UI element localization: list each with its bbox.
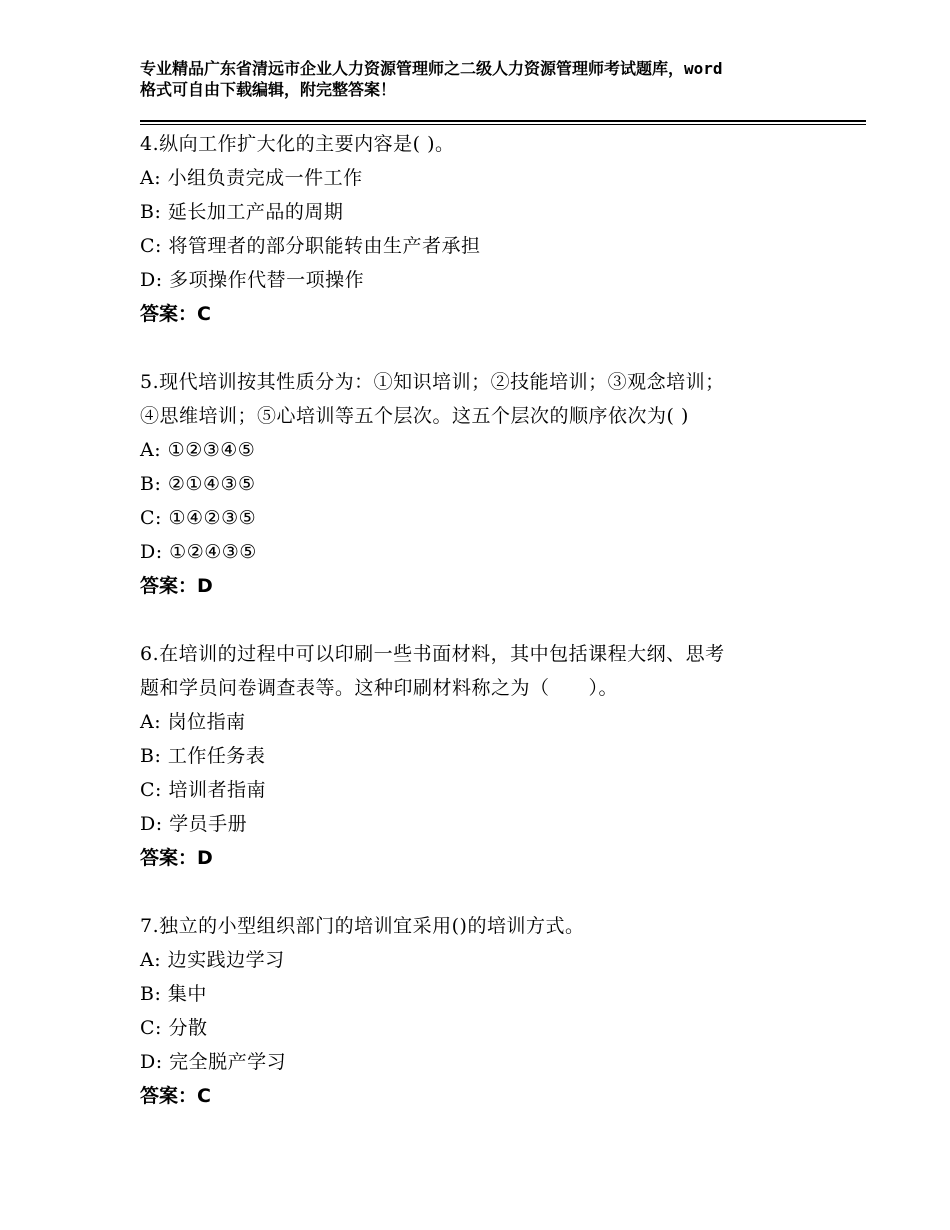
header-line-2: 格式可自由下载编辑，附完整答案！ (140, 80, 397, 99)
option-a: A: 岗位指南 (140, 711, 246, 733)
question-stem: 7.独立的小型组织部门的培训宜采用()的培训方式。 (140, 915, 585, 937)
answer-label: 答案：D (140, 847, 213, 869)
document-header (140, 58, 840, 100)
option-d: D: 完全脱产学习 (140, 1051, 287, 1073)
answer-label: 答案：D (140, 575, 213, 597)
question-stem: 5.现代培训按其性质分为：①知识培训；②技能培训；③观念培训； (140, 371, 725, 393)
option-a: A: 小组负责完成一件工作 (140, 167, 363, 189)
option-c: C: 培训者指南 (140, 779, 266, 801)
question-stem: 6.在培训的过程中可以印刷一些书面材料，其中包括课程大纲、思考 (140, 643, 725, 665)
answer-label: 答案：C (140, 1085, 211, 1107)
header-rule-thick (140, 120, 866, 122)
question-stem: 4.纵向工作扩大化的主要内容是( )。 (140, 133, 455, 155)
option-b: B: 工作任务表 (140, 745, 266, 767)
option-c: C: 将管理者的部分职能转由生产者承担 (140, 235, 481, 257)
option-b: B: 集中 (140, 983, 207, 1005)
question-4 (140, 127, 840, 331)
option-d: D: ①②④③⑤ (140, 541, 257, 563)
header-rule-thin (140, 124, 866, 125)
question-7 (140, 909, 840, 1113)
question-6 (140, 637, 840, 875)
question-list (140, 127, 840, 1147)
option-d: D: 多项操作代替一项操作 (140, 269, 365, 291)
question-stem-continued: 题和学员问卷调查表等。这种印刷材料称之为（ ）。 (140, 677, 619, 699)
question-5 (140, 365, 840, 603)
option-d: D: 学员手册 (140, 813, 248, 835)
option-a: A: ①②③④⑤ (140, 439, 256, 461)
answer-label: 答案：C (140, 303, 211, 325)
option-c: C: ①④②③⑤ (140, 507, 257, 529)
option-b: B: ②①④③⑤ (140, 473, 256, 495)
option-c: C: 分散 (140, 1017, 208, 1039)
option-a: A: 边实践边学习 (140, 949, 285, 971)
question-stem-continued: ④思维培训；⑤心培训等五个层次。这五个层次的顺序依次为( ) (140, 405, 689, 427)
header-line-1: 专业精品广东省清远市企业人力资源管理师之二级人力资源管理师考试题库，word (140, 59, 723, 78)
option-b: B: 延长加工产品的周期 (140, 201, 344, 223)
